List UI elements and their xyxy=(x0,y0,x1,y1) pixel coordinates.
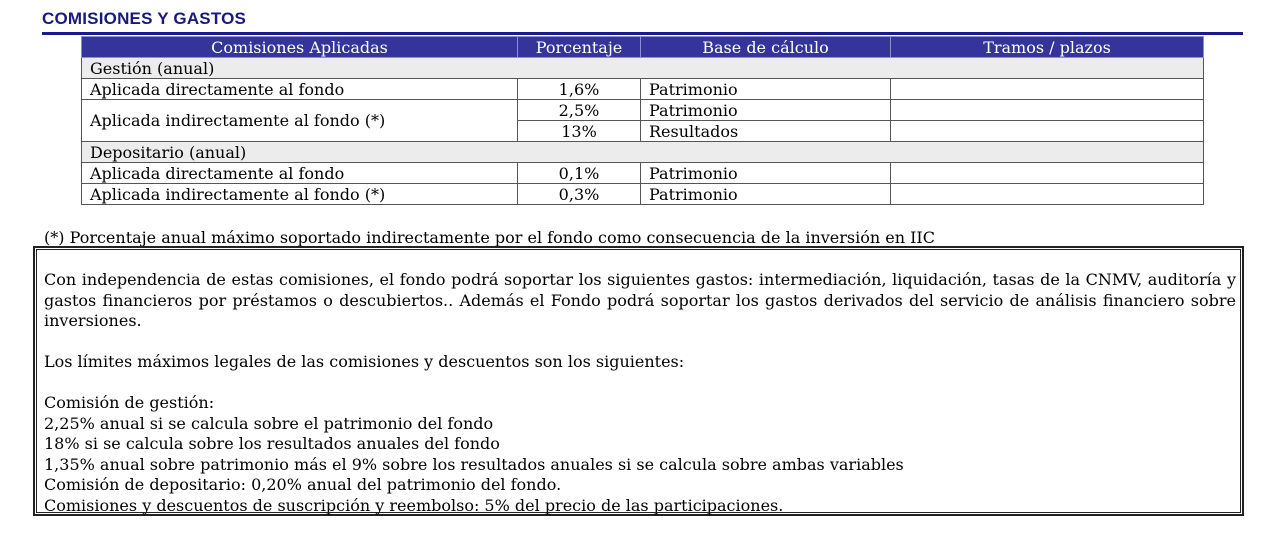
row-base: Patrimonio xyxy=(641,184,891,205)
group-label: Gestión (anual) xyxy=(82,58,1204,79)
limit-line: 18% si se calcula sobre los resultados anuales del fondo xyxy=(44,434,500,453)
row-base: Patrimonio xyxy=(641,163,891,184)
row-label: Aplicada indirectamente al fondo (*) xyxy=(82,100,518,142)
row-percentage: 0,1% xyxy=(518,163,641,184)
row-label: Aplicada indirectamente al fondo (*) xyxy=(82,184,518,205)
table-header-row xyxy=(82,37,1204,58)
group-row-depositario xyxy=(82,142,1204,163)
table-row xyxy=(82,79,1204,100)
row-tramos xyxy=(891,184,1204,205)
limit-line: Comisiones y descuentos de suscripción y reembolso: 5% del precio de las participaciones. xyxy=(44,495,784,515)
expenses-paragraph: Con independencia de estas comisiones, el fondo podrá soportar los siguientes gastos: intermediación, liquidación, tasas de la CNMV, auditoría y gastos financieros por préstamos o descubiertos.. Además el Fondo podrá soportar los gastos derivados del servicio de análisis financiero sobre inversiones. xyxy=(44,270,1236,330)
row-percentage: 13% xyxy=(518,121,641,142)
expenses-box xyxy=(33,246,1244,516)
footnote: (*) Porcentaje anual máximo soportado indirectamente por el fondo como consecuencia de la inversión en IIC xyxy=(44,228,935,247)
row-tramos xyxy=(891,121,1204,142)
expenses-box-content xyxy=(44,270,1236,516)
limit-line: Comisión de gestión: xyxy=(44,393,215,412)
group-row-gestion xyxy=(82,58,1204,79)
row-tramos xyxy=(891,163,1204,184)
row-base: Resultados xyxy=(641,121,891,142)
row-base: Patrimonio xyxy=(641,100,891,121)
row-label: Aplicada directamente al fondo xyxy=(82,79,518,100)
fees-table xyxy=(81,36,1204,205)
header-base: Base de cálculo xyxy=(641,37,891,58)
row-percentage: 2,5% xyxy=(518,100,641,121)
title-rule xyxy=(42,32,1243,35)
section-title: COMISIONES Y GASTOS xyxy=(42,9,247,28)
limit-line: 1,35% anual sobre patrimonio más el 9% sobre los resultados anuales si se calcula sobre ambas variables xyxy=(44,454,904,474)
header-tramos: Tramos / plazos xyxy=(891,37,1204,58)
row-percentage: 0,3% xyxy=(518,184,641,205)
group-label: Depositario (anual) xyxy=(82,142,1204,163)
header-comisiones: Comisiones Aplicadas xyxy=(82,37,518,58)
limits-intro: Los límites máximos legales de las comisiones y descuentos son los siguientes: xyxy=(44,352,685,371)
limit-line: Comisión de depositario: 0,20% anual del patrimonio del fondo. xyxy=(44,475,562,494)
row-tramos xyxy=(891,79,1204,100)
table-row xyxy=(82,184,1204,205)
row-label: Aplicada directamente al fondo xyxy=(82,163,518,184)
limit-line: 2,25% anual si se calcula sobre el patrimonio del fondo xyxy=(44,413,494,433)
row-tramos xyxy=(891,100,1204,121)
header-porcentaje: Porcentaje xyxy=(518,37,641,58)
row-percentage: 1,6% xyxy=(518,79,641,100)
table-row xyxy=(82,100,1204,121)
row-base: Patrimonio xyxy=(641,79,891,100)
table-row xyxy=(82,163,1204,184)
